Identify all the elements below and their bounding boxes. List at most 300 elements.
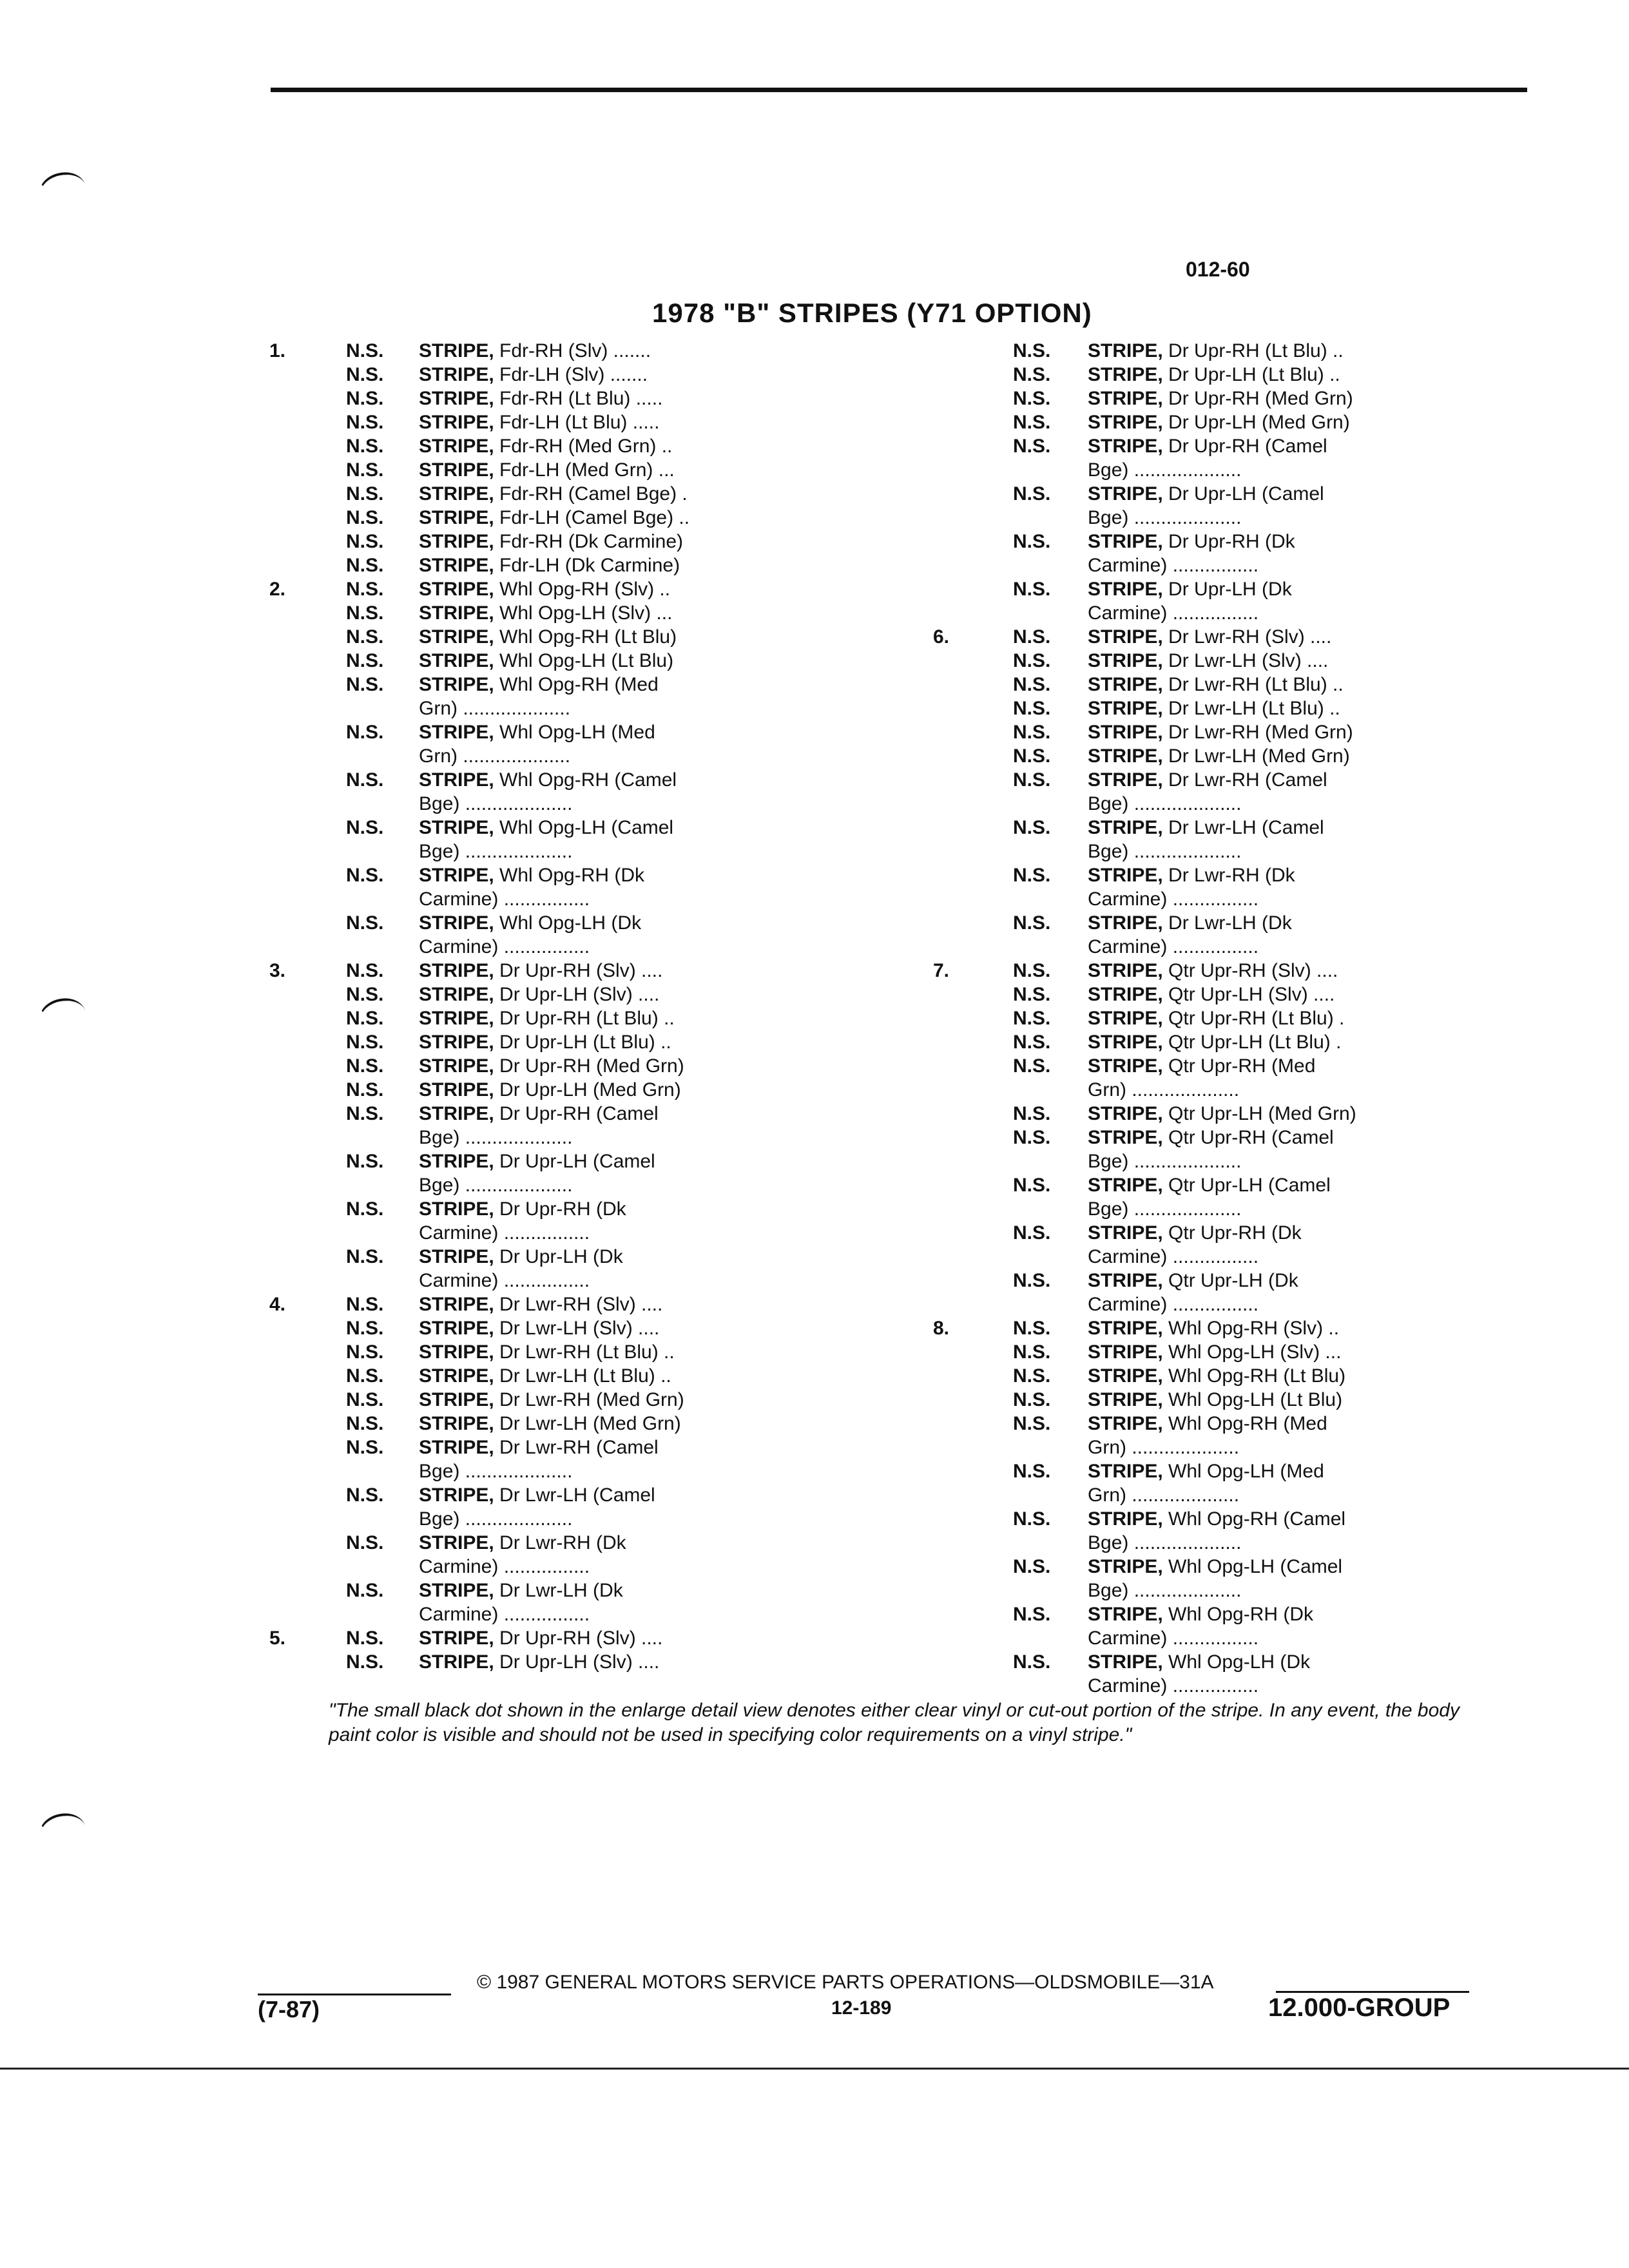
part-description — [1088, 1555, 1342, 1579]
part-number: N.S. — [1013, 340, 1051, 361]
part-number: N.S. — [1013, 912, 1051, 934]
part-spec: Fdr-LH (Lt Blu) ..... — [494, 412, 660, 433]
part-number: N.S. — [346, 340, 384, 361]
part-spec: Dr Upr-RH (Med Grn) — [494, 1055, 684, 1077]
part-name: STRIPE, — [419, 1198, 494, 1220]
part-number: N.S. — [346, 579, 384, 600]
part-number: N.S. — [1013, 531, 1051, 552]
top-rule — [271, 88, 1527, 92]
part-spec: Fdr-RH (Dk Carmine) — [494, 531, 684, 552]
part-name: STRIPE, — [419, 650, 494, 671]
part-description-continuation: Bge) .................... — [1088, 841, 1242, 862]
part-number: N.S. — [1013, 388, 1051, 409]
part-spec: Fdr-RH (Med Grn) .. — [494, 436, 673, 457]
illustration-group-number: 8. — [933, 1318, 950, 1339]
part-spec: Fdr-LH (Camel Bge) .. — [494, 507, 690, 528]
part-number: N.S. — [346, 960, 384, 981]
parts-list-item — [0, 363, 1340, 387]
part-spec: Dr Lwr-LH (Lt Blu) .. — [494, 1365, 671, 1387]
part-spec: Dr Upr-RH (Slv) .... — [494, 1628, 663, 1649]
part-spec: Qtr Upr-RH (Camel — [1162, 1127, 1334, 1148]
part-name: STRIPE, — [1088, 626, 1163, 648]
parts-list-item — [0, 530, 1295, 577]
footnote: "The small black dot shown in the enlarge detail view denotes either clear vinyl or cut-out portion of the stripe. In any event, the body paint color is visible and should not be used in specifying color requirements on a vinyl stripe." — [329, 1700, 1460, 1745]
part-name: STRIPE, — [419, 1103, 494, 1124]
illustration-group-number: 6. — [933, 626, 950, 648]
part-number: N.S. — [346, 984, 384, 1005]
part-spec: Fdr-RH (Slv) ....... — [494, 340, 651, 361]
part-spec: Dr Upr-LH (Dk — [494, 1246, 623, 1267]
parts-list-item — [0, 1054, 1316, 1102]
part-number: N.S. — [1013, 650, 1051, 671]
part-spec: Dr Upr-LH (Slv) .... — [494, 984, 660, 1005]
part-number: N.S. — [346, 1341, 384, 1363]
part-name: STRIPE, — [1088, 1175, 1163, 1196]
part-description — [1088, 410, 1350, 434]
part-description-continuation: Bge) .................... — [419, 793, 573, 814]
part-name: STRIPE, — [419, 1079, 494, 1100]
illustration-group-number: 5. — [269, 1628, 286, 1649]
part-number: N.S. — [346, 626, 384, 648]
part-number: N.S. — [346, 1485, 384, 1506]
part-name: STRIPE, — [1088, 745, 1163, 767]
part-description-continuation: Bge) .................... — [1088, 1580, 1242, 1601]
page-title: 1978 "B" STRIPES (Y71 OPTION) — [652, 298, 1092, 328]
part-number: N.S. — [1013, 769, 1051, 791]
parts-list-item — [0, 410, 1350, 434]
parts-list-item — [0, 1650, 1311, 1698]
part-spec: Qtr Upr-LH (Camel — [1162, 1175, 1331, 1196]
part-number: N.S. — [1013, 436, 1051, 457]
part-number: N.S. — [346, 602, 384, 624]
part-spec: Dr Upr-RH (Camel — [494, 1103, 659, 1124]
part-description — [1088, 482, 1324, 506]
part-description-continuation: Grn) .................... — [1088, 1437, 1240, 1458]
part-name: STRIPE, — [419, 960, 494, 981]
part-name: STRIPE, — [1088, 817, 1163, 838]
part-description-continuation: Grn) .................... — [1088, 1485, 1240, 1506]
part-description — [1088, 768, 1327, 792]
part-description-continuation: Bge) .................... — [419, 1175, 573, 1196]
part-number: N.S. — [346, 1651, 384, 1673]
part-number: N.S. — [1013, 626, 1051, 648]
part-number: N.S. — [346, 507, 384, 528]
part-number: N.S. — [346, 436, 384, 457]
part-description — [1088, 1126, 1334, 1149]
part-description — [1088, 649, 1328, 673]
part-spec: Dr Upr-RH (Lt Blu) .. — [494, 1008, 675, 1029]
part-description — [1088, 1602, 1313, 1626]
part-number: N.S. — [1013, 1055, 1051, 1077]
parts-list-item — [0, 1364, 1346, 1388]
part-number: N.S. — [346, 531, 384, 552]
part-spec: Whl Opg-LH (Med — [1162, 1461, 1324, 1482]
part-number: N.S. — [346, 1628, 384, 1649]
part-number: N.S. — [346, 865, 384, 886]
part-spec: Dr Upr-RH (Dk — [494, 1198, 626, 1220]
parts-list-item — [0, 673, 1344, 697]
part-description — [1088, 911, 1292, 935]
part-number: N.S. — [1013, 483, 1051, 505]
part-name: STRIPE, — [419, 1651, 494, 1673]
part-spec: Qtr Upr-RH (Lt Blu) . — [1162, 1008, 1345, 1029]
part-number: N.S. — [1013, 1604, 1051, 1625]
part-number: N.S. — [1013, 1032, 1051, 1053]
part-number: N.S. — [1013, 1103, 1051, 1124]
part-number: N.S. — [346, 1532, 384, 1553]
part-number: N.S. — [1013, 412, 1051, 433]
part-description-continuation: Carmine) ................ — [1088, 1294, 1259, 1315]
parts-list-item — [0, 1030, 1342, 1054]
part-name: STRIPE, — [1088, 674, 1163, 695]
part-description — [1088, 1388, 1342, 1412]
part-spec: Whl Opg-LH (Camel — [1162, 1556, 1343, 1577]
part-name: STRIPE, — [1088, 1604, 1163, 1625]
part-spec: Whl Opg-RH (Med — [1162, 1413, 1327, 1434]
part-name: STRIPE, — [419, 1580, 494, 1601]
parts-list-item — [0, 768, 1327, 816]
part-number: N.S. — [346, 412, 384, 433]
part-description-continuation: Carmine) ................ — [419, 1222, 590, 1244]
part-name: STRIPE, — [1088, 1365, 1163, 1387]
part-number: N.S. — [1013, 865, 1051, 886]
part-description-continuation: Bge) .................... — [1088, 507, 1242, 528]
part-description-continuation: Carmine) ................ — [1088, 555, 1259, 576]
part-name: STRIPE, — [419, 483, 494, 505]
part-name: STRIPE, — [1088, 984, 1163, 1005]
part-name: STRIPE, — [419, 626, 494, 648]
part-spec: Dr Lwr-RH (Camel — [1162, 769, 1327, 791]
part-spec: Dr Upr-LH (Med Grn) — [494, 1079, 681, 1100]
part-name: STRIPE, — [1088, 960, 1163, 981]
part-number: N.S. — [346, 1389, 384, 1410]
part-description-continuation: Bge) .................... — [419, 1461, 573, 1482]
part-name: STRIPE, — [1088, 483, 1163, 505]
part-number: N.S. — [1013, 1318, 1051, 1339]
part-description-continuation: Carmine) ................ — [419, 936, 590, 957]
parts-list-item — [0, 434, 1327, 482]
part-description — [1088, 1316, 1339, 1340]
part-name: STRIPE, — [419, 1389, 494, 1410]
part-spec: Dr Lwr-LH (Slv) .... — [494, 1318, 660, 1339]
footer-rule-left — [258, 1994, 451, 1995]
part-description-continuation: Bge) .................... — [419, 1127, 573, 1148]
parts-list-item — [0, 387, 1353, 410]
page-number: 12-189 — [831, 1997, 892, 2019]
part-name: STRIPE, — [1088, 1461, 1163, 1482]
part-name: STRIPE, — [419, 674, 494, 695]
parts-list-item — [0, 1269, 1298, 1316]
parts-list-item — [0, 625, 1332, 649]
part-number: N.S. — [1013, 1222, 1051, 1244]
illustration-group-number: 3. — [269, 960, 286, 981]
part-name: STRIPE, — [1088, 865, 1163, 886]
part-number: N.S. — [346, 722, 384, 743]
part-description — [1088, 863, 1295, 887]
part-number: N.S. — [1013, 1341, 1051, 1363]
parts-list-item — [0, 339, 1344, 363]
part-description-continuation: Bge) .................... — [419, 1508, 573, 1530]
part-name: STRIPE, — [1088, 364, 1163, 385]
part-name: STRIPE, — [1088, 1055, 1163, 1077]
part-spec: Dr Lwr-RH (Slv) .... — [494, 1294, 663, 1315]
parts-list-item — [0, 1316, 1340, 1340]
part-name: STRIPE, — [1088, 1222, 1163, 1244]
part-number: N.S. — [346, 1318, 384, 1339]
document-code: 012-60 — [1186, 258, 1250, 281]
part-name: STRIPE, — [419, 1008, 494, 1029]
parts-list-item — [0, 863, 1295, 911]
part-description-continuation: Bge) .................... — [1088, 1198, 1242, 1220]
part-spec: Whl Opg-RH (Lt Blu) — [494, 626, 677, 648]
parts-list-item — [0, 959, 1338, 983]
part-description — [1088, 1221, 1302, 1245]
part-spec: Fdr-LH (Dk Carmine) — [494, 555, 680, 576]
part-spec: Whl Opg-RH (Dk — [1162, 1604, 1314, 1625]
part-spec: Qtr Upr-LH (Slv) .... — [1162, 984, 1335, 1005]
parts-list-item — [0, 1173, 1331, 1221]
parts-list-item — [0, 744, 1350, 768]
part-name: STRIPE, — [419, 1341, 494, 1363]
part-description-continuation: Grn) .................... — [1088, 1079, 1240, 1100]
part-number: N.S. — [346, 912, 384, 934]
part-name: STRIPE, — [419, 1485, 494, 1506]
part-number: N.S. — [1013, 579, 1051, 600]
part-name: STRIPE, — [1088, 1413, 1163, 1434]
part-spec: Dr Lwr-LH (Med Grn) — [1162, 745, 1350, 767]
part-name: STRIPE, — [419, 1532, 494, 1553]
part-spec: Qtr Upr-LH (Lt Blu) . — [1162, 1032, 1342, 1053]
part-number: N.S. — [346, 769, 384, 791]
part-description — [1088, 625, 1331, 649]
part-spec: Dr Upr-RH (Dk — [1162, 531, 1295, 552]
part-name: STRIPE, — [1088, 1103, 1163, 1124]
part-spec: Dr Lwr-LH (Camel — [494, 1485, 655, 1506]
part-spec: Dr Lwr-RH (Camel — [494, 1437, 659, 1458]
part-name: STRIPE, — [419, 1628, 494, 1649]
part-description — [1088, 1459, 1324, 1483]
part-number: N.S. — [346, 650, 384, 671]
part-number: N.S. — [1013, 745, 1051, 767]
part-spec: Whl Opg-LH (Lt Blu) — [1162, 1389, 1343, 1410]
parts-list-item — [0, 1555, 1343, 1602]
parts-list-item — [0, 1412, 1327, 1459]
part-description — [1088, 387, 1353, 410]
part-number: N.S. — [346, 1413, 384, 1434]
part-spec: Qtr Upr-RH (Slv) .... — [1162, 960, 1338, 981]
part-description — [1088, 434, 1327, 458]
part-name: STRIPE, — [419, 388, 494, 409]
part-spec: Qtr Upr-RH (Dk — [1162, 1222, 1302, 1244]
part-number: N.S. — [346, 1079, 384, 1100]
parts-list-item — [0, 1507, 1346, 1555]
part-name: STRIPE, — [419, 1151, 494, 1172]
revision-date: (7-87) — [258, 1996, 320, 2023]
part-spec: Dr Lwr-LH (Dk — [1162, 912, 1292, 934]
part-name: STRIPE, — [419, 1318, 494, 1339]
part-spec: Whl Opg-LH (Slv) ... — [494, 602, 673, 624]
part-number: N.S. — [346, 1198, 384, 1220]
part-number: N.S. — [1013, 722, 1051, 743]
part-description — [1088, 1364, 1345, 1388]
part-spec: Qtr Upr-LH (Dk — [1162, 1270, 1298, 1291]
binder-hole-mark — [36, 1809, 88, 1847]
part-name: STRIPE, — [419, 1294, 494, 1315]
part-description — [1088, 339, 1344, 363]
part-spec: Dr Upr-LH (Lt Blu) .. — [1162, 364, 1340, 385]
part-description-continuation: Bge) .................... — [1088, 793, 1242, 814]
part-description-continuation: Bge) .................... — [1088, 1532, 1242, 1553]
part-description-continuation: Carmine) ................ — [1088, 1246, 1259, 1267]
part-number: N.S. — [346, 364, 384, 385]
part-number: N.S. — [1013, 674, 1051, 695]
part-description — [1088, 1340, 1341, 1364]
part-name: STRIPE, — [419, 340, 494, 361]
part-spec: Whl Opg-LH (Dk — [1162, 1651, 1311, 1673]
part-spec: Dr Upr-LH (Lt Blu) .. — [494, 1032, 671, 1053]
part-number: N.S. — [1013, 1389, 1051, 1410]
part-number: N.S. — [1013, 1008, 1051, 1029]
part-number: N.S. — [1013, 1461, 1051, 1482]
part-spec: Whl Opg-LH (Med — [494, 722, 655, 743]
part-description — [1088, 697, 1340, 720]
part-description — [1088, 1173, 1331, 1197]
part-spec: Qtr Upr-LH (Med Grn) — [1162, 1103, 1356, 1124]
part-spec: Dr Upr-LH (Slv) .... — [494, 1651, 660, 1673]
part-name: STRIPE, — [1088, 1270, 1163, 1291]
part-description — [1088, 983, 1335, 1006]
parts-list-item — [0, 720, 1353, 744]
part-spec: Fdr-LH (Slv) ....... — [494, 364, 648, 385]
part-description — [1088, 1102, 1356, 1126]
part-name: STRIPE, — [1088, 1508, 1163, 1530]
part-spec: Dr Upr-RH (Med Grn) — [1162, 388, 1353, 409]
parts-list-item — [0, 1388, 1343, 1412]
part-name: STRIPE, — [419, 531, 494, 552]
part-number: N.S. — [346, 1580, 384, 1601]
part-number: N.S. — [346, 1008, 384, 1029]
part-name: STRIPE, — [1088, 1389, 1163, 1410]
part-description-continuation: Carmine) ................ — [1088, 889, 1259, 910]
part-name: STRIPE, — [419, 1365, 494, 1387]
part-spec: Dr Lwr-LH (Lt Blu) .. — [1162, 698, 1340, 719]
part-description — [1088, 720, 1353, 744]
part-spec: Dr Upr-LH (Camel — [1162, 483, 1324, 505]
part-number: N.S. — [1013, 1413, 1051, 1434]
part-name: STRIPE, — [419, 602, 494, 624]
parts-list-item — [0, 1602, 1314, 1650]
part-spec: Dr Upr-LH (Med Grn) — [1162, 412, 1350, 433]
part-description-continuation: Carmine) ................ — [419, 1604, 590, 1625]
part-spec: Dr Upr-RH (Slv) .... — [494, 960, 663, 981]
part-description — [1088, 1507, 1345, 1531]
part-spec: Whl Opg-LH (Slv) ... — [1162, 1341, 1342, 1363]
parts-list-item — [0, 1221, 1302, 1269]
part-spec: Dr Lwr-LH (Slv) .... — [1162, 650, 1329, 671]
part-spec: Fdr-RH (Camel Bge) . — [494, 483, 688, 505]
part-number: N.S. — [346, 388, 384, 409]
part-description — [1088, 1650, 1310, 1674]
part-name: STRIPE, — [1088, 531, 1163, 552]
illustration-group-number: 7. — [933, 960, 950, 981]
illustration-group-number: 1. — [269, 340, 286, 361]
part-description — [1088, 577, 1292, 601]
part-name: STRIPE, — [1088, 722, 1163, 743]
part-spec: Whl Opg-RH (Camel — [1162, 1508, 1346, 1530]
part-number: N.S. — [346, 674, 384, 695]
copyright-line: © 1987 GENERAL MOTORS SERVICE PARTS OPERATIONS—OLDSMOBILE—31A — [477, 1972, 1214, 1993]
part-name: STRIPE, — [1088, 769, 1163, 791]
part-spec: Dr Lwr-LH (Med Grn) — [494, 1413, 681, 1434]
part-spec: Whl Opg-LH (Dk — [494, 912, 642, 934]
part-spec: Dr Lwr-LH (Camel — [1162, 817, 1324, 838]
part-name: STRIPE, — [1088, 650, 1163, 671]
part-name: STRIPE, — [419, 364, 494, 385]
part-number: N.S. — [1013, 960, 1051, 981]
part-spec: Dr Lwr-RH (Dk — [1162, 865, 1295, 886]
part-name: STRIPE, — [419, 865, 494, 886]
part-spec: Dr Lwr-LH (Dk — [494, 1580, 623, 1601]
part-name: STRIPE, — [419, 817, 494, 838]
part-name: STRIPE, — [1088, 1032, 1163, 1053]
part-number: N.S. — [346, 1103, 384, 1124]
part-number: N.S. — [1013, 817, 1051, 838]
group-label: 12.000-GROUP — [1268, 1994, 1451, 2022]
binder-hole-mark — [36, 168, 88, 206]
part-description-continuation: Carmine) ................ — [419, 889, 590, 910]
part-description-continuation: Carmine) ................ — [419, 1556, 590, 1577]
part-name: STRIPE, — [1088, 436, 1163, 457]
parts-list-item — [0, 697, 1340, 720]
bottom-rule — [0, 2068, 1629, 2070]
part-description — [1088, 816, 1324, 840]
part-number: N.S. — [346, 555, 384, 576]
parts-list-item — [0, 1126, 1334, 1173]
part-name: STRIPE, — [419, 722, 494, 743]
part-number: N.S. — [1013, 1127, 1051, 1148]
part-spec: Dr Upr-RH (Camel — [1162, 436, 1327, 457]
part-name: STRIPE, — [419, 436, 494, 457]
part-description-continuation: Carmine) ................ — [1088, 1675, 1259, 1696]
part-name: STRIPE, — [419, 769, 494, 791]
part-number: N.S. — [346, 1437, 384, 1458]
part-spec: Dr Lwr-RH (Slv) .... — [1162, 626, 1332, 648]
part-spec: Dr Lwr-RH (Med Grn) — [1162, 722, 1353, 743]
part-name: STRIPE, — [1088, 698, 1163, 719]
part-spec: Whl Opg-LH (Lt Blu) — [494, 650, 674, 671]
part-description — [1088, 1412, 1327, 1436]
part-description-continuation: Carmine) ................ — [1088, 936, 1259, 957]
part-name: STRIPE, — [419, 579, 494, 600]
part-number: N.S. — [1013, 1175, 1051, 1196]
part-description — [1088, 673, 1344, 697]
parts-list-item — [0, 577, 1292, 625]
part-name: STRIPE, — [1088, 412, 1163, 433]
part-name: STRIPE, — [419, 984, 494, 1005]
part-spec: Qtr Upr-RH (Med — [1162, 1055, 1316, 1077]
part-spec: Dr Lwr-RH (Lt Blu) .. — [494, 1341, 675, 1363]
part-number: N.S. — [1013, 1651, 1051, 1673]
part-description-continuation: Grn) .................... — [419, 745, 571, 767]
part-description-continuation: Bge) .................... — [1088, 459, 1242, 481]
part-number: N.S. — [346, 1055, 384, 1077]
part-number: N.S. — [1013, 984, 1051, 1005]
footer-rule-right — [1276, 1991, 1469, 1993]
part-name: STRIPE, — [419, 1032, 494, 1053]
parts-list-item — [0, 911, 1292, 959]
part-name: STRIPE, — [1088, 1556, 1163, 1577]
part-description-continuation: Grn) .................... — [419, 698, 571, 719]
